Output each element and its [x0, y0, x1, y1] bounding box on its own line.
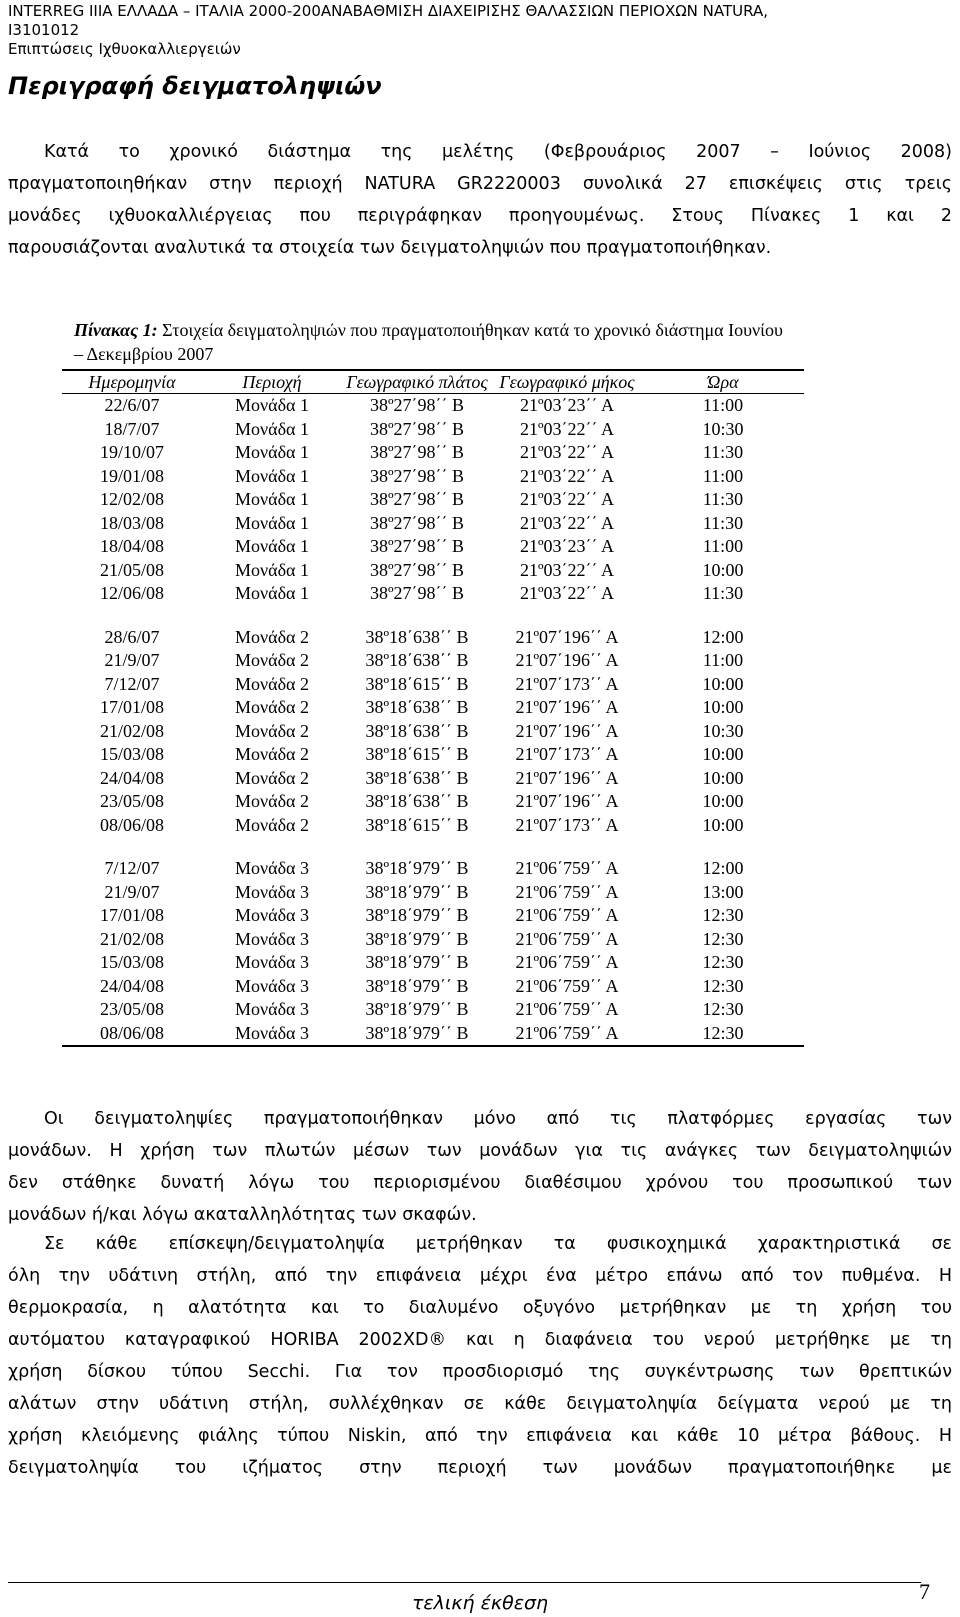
cell-latitude: 38º27΄98΄΄ Β: [369, 395, 465, 415]
cell-area: Μονάδα 1: [235, 418, 309, 439]
header-latitude: Γεωγραφικό πλάτος: [342, 370, 492, 394]
cell-date: 12/06/08: [99, 583, 164, 603]
cell-time: 12:30: [642, 1022, 804, 1047]
cell-area: Μονάδα 1: [235, 512, 309, 533]
table-row: [62, 975, 804, 999]
cell-latitude: 38º18΄979΄΄ Β: [365, 975, 469, 996]
cell-time: 10:30: [702, 418, 744, 439]
header-project-line: INTERREG IIIA ΕΛΛΑΔΑ – ΙΤΑΛΙΑ 2000-200ΑΝΑΒΑΘΜΙΣΗ ΔΙΑΧΕΙΡΙΣΗΣ ΘΑΛΑΣΣΙΩΝ ΠΕΡΙΟΧΩΝ NATURA,: [8, 2, 768, 20]
methods-line: Σε κάθε επίσκεψη/δειγματοληψία μετρήθηκαν τα φυσικοχημικά χαρακτηριστικά σε: [44, 1234, 952, 1254]
cell-longitude: 21º03΄22΄΄ Α: [519, 559, 615, 580]
cell-latitude: 38º18΄979΄΄ Β: [365, 928, 469, 949]
cell-longitude: 21º06΄759΄΄ Α: [515, 928, 619, 949]
cell-time: 11:00: [702, 536, 744, 556]
cell-date: 22/6/07: [104, 395, 160, 415]
cell-latitude: 38º18΄638΄΄ Β: [365, 697, 469, 717]
cell-date: 18/7/07: [104, 418, 160, 439]
cell-latitude: 38º18΄638΄΄ Β: [365, 791, 469, 811]
table-row: [62, 488, 804, 512]
cell-time: 12:30: [702, 975, 744, 996]
cell-time: 10:00: [702, 559, 744, 580]
cell-latitude: 38º27΄98΄΄ Β: [369, 418, 465, 439]
cell-date: 24/04/08: [99, 767, 164, 788]
cell-area: Μονάδα 3: [235, 905, 309, 925]
cell-latitude: 38º27΄98΄΄ Β: [369, 536, 465, 556]
cell-latitude: 38º27΄98΄΄ Β: [369, 559, 465, 580]
cell-time: 10:00: [702, 744, 744, 764]
table-row: [62, 465, 804, 489]
cell-area: Μονάδα 1: [235, 489, 309, 509]
table-row: [62, 441, 804, 465]
cell-time: 12:30: [702, 905, 744, 925]
cell-area: Μονάδα 1: [235, 442, 309, 462]
cell-latitude: 38º27΄98΄΄ Β: [369, 442, 465, 462]
cell-longitude: 21º07΄173΄΄ Α: [515, 673, 619, 694]
cell-longitude: 21º07΄196΄΄ Α: [515, 791, 619, 811]
methods-paragraph: [8, 1228, 952, 1484]
table-row: [62, 767, 804, 791]
table-row: [62, 394, 804, 418]
cell-longitude: 21º06΄759΄΄ Α: [515, 975, 619, 996]
intro-line: Κατά το χρονικό διάστημα της μελέτης (Φεβρουάριος 2007 – Ιούνιος 2008): [44, 142, 952, 162]
cell-latitude: 38º18΄615΄΄ Β: [365, 744, 469, 764]
methods-line: αλάτων στην υδάτινη στήλη, συλλέχθηκαν σε κάθε δειγματοληψία δείγματα νερού με τη: [8, 1394, 952, 1414]
cell-date: 7/12/07: [104, 673, 160, 694]
cell-longitude: 21º06΄759΄΄ Α: [515, 881, 619, 902]
header-longitude: Γεωγραφικό μήκος: [492, 370, 642, 394]
header-time: Ώρα: [642, 370, 804, 394]
table-header-row: [62, 370, 804, 394]
cell-date: 18/03/08: [99, 512, 164, 533]
table-row: [62, 998, 804, 1022]
cell-area: Μονάδα 1: [235, 536, 309, 556]
cell-date: 08/06/08: [62, 1022, 202, 1047]
cell-date: 21/9/07: [104, 881, 160, 902]
cell-longitude: 21º07΄173΄΄ Α: [515, 814, 619, 835]
cell-area: Μονάδα 2: [235, 814, 309, 835]
cell-area: Μονάδα 2: [235, 791, 309, 811]
cell-time: 11:00: [702, 650, 744, 670]
cell-area: Μονάδα 1: [235, 559, 309, 580]
cell-date: 12/02/08: [99, 489, 164, 509]
table-row: [62, 649, 804, 673]
cell-time: 10:00: [702, 814, 744, 835]
cell-longitude: 21º06΄759΄΄ Α: [515, 905, 619, 925]
cell-latitude: 38º18΄979΄΄ Β: [365, 999, 469, 1019]
cell-area: Μονάδα 2: [235, 697, 309, 717]
cell-longitude: 21º07΄196΄΄ Α: [515, 767, 619, 788]
table-row: [62, 512, 804, 536]
cell-time: 11:00: [702, 395, 744, 415]
cell-date: 18/04/08: [99, 536, 164, 556]
cell-latitude: 38º27΄98΄΄ Β: [369, 583, 465, 603]
cell-time: 12:00: [702, 626, 744, 647]
cell-time: 11:30: [702, 442, 744, 462]
cell-area: Μονάδα 3: [235, 975, 309, 996]
table-row: [62, 696, 804, 720]
intro-line: μονάδες ιχθυοκαλλιέργειας που περιγράφηκαν προηγουμένως. Στους Πίνακες 1 και 2: [8, 206, 952, 226]
platform-line: δεν στάθηκε δυνατή λόγω του περιορισμένου διαθέσιμου χρόνου του προσωπικού των: [8, 1173, 952, 1193]
cell-longitude: 21º07΄196΄΄ Α: [515, 626, 619, 647]
cell-latitude: 38º18΄979΄΄ Β: [365, 905, 469, 925]
cell-date: 7/12/07: [104, 858, 160, 878]
cell-latitude: 38º18΄979΄΄ Β: [365, 881, 469, 902]
cell-area: Μονάδα 2: [235, 626, 309, 647]
cell-latitude: 38º27΄98΄΄ Β: [369, 465, 465, 486]
section-title: Περιγραφή δειγματοληψιών: [8, 72, 382, 100]
table-row: [62, 673, 804, 697]
table-row: [62, 418, 804, 442]
methods-line: δειγματοληψία του ιζήματος στην περιοχή των μονάδων πραγματοποιήθηκε με: [8, 1458, 952, 1478]
cell-area: Μονάδα 1: [235, 395, 309, 415]
cell-area: Μονάδα 3: [235, 999, 309, 1019]
methods-line: χρήση κλειόμενης φιάλης τύπου Niskin, από την επιφάνεια και κάθε 10 μέτρα βάθους. Η: [8, 1426, 952, 1446]
cell-latitude: 38º18΄638΄΄ Β: [365, 767, 469, 788]
cell-longitude: 21º03΄22΄΄ Α: [519, 465, 615, 486]
cell-area: Μονάδα 2: [235, 650, 309, 670]
cell-time: 12:30: [702, 928, 744, 949]
table-row: [62, 814, 804, 838]
cell-date: 17/01/08: [99, 697, 164, 717]
cell-area: Μονάδα 3: [235, 952, 309, 972]
cell-area: Μονάδα 2: [235, 720, 309, 741]
methods-line: θερμοκρασία, η αλατότητα και το διαλυμένο οξυγόνο μετρήθηκαν με τη χρήση του: [8, 1298, 952, 1318]
table-caption-text: Στοιχεία δειγματοληψιών που πραγματοποιήθηκαν κατά το χρονικό διάστημα Ιουνίου – Δεκεμβρίου 2007: [74, 320, 783, 364]
cell-longitude: 21º03΄22΄΄ Α: [519, 442, 615, 462]
cell-area: Μονάδα 3: [235, 928, 309, 949]
cell-date: 23/05/08: [99, 791, 164, 811]
cell-date: 15/03/08: [99, 952, 164, 972]
table-group-spacer: [62, 837, 804, 857]
table-row: [62, 626, 804, 650]
cell-date: 24/04/08: [99, 975, 164, 996]
cell-latitude: 38º18΄615΄΄ Β: [365, 673, 469, 694]
cell-longitude: 21º06΄759΄΄ Α: [515, 999, 619, 1019]
cell-time: 12:00: [702, 858, 744, 878]
table-row: [62, 904, 804, 928]
table-row: [62, 535, 804, 559]
cell-longitude: 21º03΄22΄΄ Α: [519, 489, 615, 509]
cell-time: 11:30: [702, 583, 744, 603]
table-row: [62, 743, 804, 767]
platform-line: Οι δειγματοληψίες πραγματοποιήθηκαν μόνο από τις πλατφόρμες εργασίας των: [44, 1109, 952, 1129]
cell-date: 21/02/08: [99, 928, 164, 949]
table-group-spacer: [62, 606, 804, 626]
header-date: Ημερομηνία: [62, 370, 202, 394]
table-row: [62, 582, 804, 606]
platform-line: μονάδων ή/και λόγω ακαταλληλότητας των σκαφών.: [8, 1205, 477, 1225]
cell-time: 10:00: [702, 791, 744, 811]
cell-latitude: 38º18΄979΄΄ Β: [365, 858, 469, 878]
cell-latitude: 38º18΄638΄΄ Β: [365, 650, 469, 670]
cell-time: 12:30: [702, 952, 744, 972]
cell-latitude: 38º18΄638΄΄ Β: [365, 626, 469, 647]
table-row: [62, 951, 804, 975]
cell-time: 13:00: [702, 881, 744, 902]
cell-area: Μονάδα 3: [202, 1022, 342, 1047]
table-caption-label: Πίνακας 1:: [74, 320, 158, 340]
cell-date: 21/05/08: [99, 559, 164, 580]
cell-date: 21/9/07: [104, 650, 160, 670]
cell-longitude: 21º07΄196΄΄ Α: [515, 650, 619, 670]
header-subject-line: Επιπτώσεις Ιχθυοκαλλιεργειών: [8, 40, 241, 58]
table-row: [62, 881, 804, 905]
cell-longitude: 21º06΄759΄΄ Α: [492, 1022, 642, 1047]
intro-paragraph: [8, 136, 952, 264]
table-row: [62, 559, 804, 583]
cell-date: 28/6/07: [104, 626, 160, 647]
cell-date: 19/10/07: [99, 442, 164, 462]
platform-paragraph: [8, 1103, 952, 1231]
cell-longitude: 21º03΄22΄΄ Α: [519, 512, 615, 533]
cell-date: 15/03/08: [99, 744, 164, 764]
cell-area: Μονάδα 3: [235, 881, 309, 902]
cell-time: 12:30: [702, 999, 744, 1019]
cell-time: 10:00: [702, 767, 744, 788]
document-header: [8, 2, 952, 59]
cell-time: 11:30: [702, 489, 744, 509]
page-number: 7: [919, 1579, 930, 1604]
cell-date: 19/01/08: [99, 465, 164, 486]
cell-area: Μονάδα 2: [235, 767, 309, 788]
table-row: [62, 857, 804, 881]
cell-area: Μονάδα 2: [235, 744, 309, 764]
methods-line: αυτόματου καταγραφικού HORIBA 2002XD® και η διαφάνεια του νερού μετρήθηκε με τη: [8, 1330, 952, 1350]
intro-line: παρουσιάζονται αναλυτικά τα στοιχεία των δειγματοληψιών που πραγματοποιήθηκαν.: [8, 238, 772, 258]
cell-time: 10:00: [702, 697, 744, 717]
cell-latitude: 38º18΄638΄΄ Β: [365, 720, 469, 741]
methods-line: χρήση δίσκου τύπου Secchi. Για τον προσδιορισμό της συγκέντρωσης των θρεπτικών: [8, 1362, 952, 1382]
intro-line: πραγματοποιηθήκαν στην περιοχή NATURA GR2220003 συνολικά 27 επισκέψεις στις τρεις: [8, 174, 952, 194]
header-area: Περιοχή: [202, 370, 342, 394]
cell-latitude: 38º27΄98΄΄ Β: [369, 512, 465, 533]
table-row: [62, 720, 804, 744]
header-code-line: I3101012: [8, 21, 80, 39]
table-caption: [74, 318, 794, 366]
cell-area: Μονάδα 1: [235, 583, 309, 603]
cell-area: Μονάδα 1: [235, 465, 309, 486]
platform-line: μονάδων. Η χρήση των πλωτών μέσων των μονάδων για τις ανάγκες των δειγματοληψιών: [8, 1141, 952, 1161]
cell-time: 11:00: [702, 465, 744, 486]
cell-latitude: 38º27΄98΄΄ Β: [369, 489, 465, 509]
cell-latitude: 38º18΄979΄΄ Β: [365, 952, 469, 972]
footer-divider: [8, 1582, 921, 1583]
methods-line: όλη την υδάτινη στήλη, από την επιφάνεια μέχρι ένα μέτρο επάνω από τον πυθμένα. Η: [8, 1266, 952, 1286]
sampling-table: [62, 369, 804, 1047]
cell-longitude: 21º06΄759΄΄ Α: [515, 952, 619, 972]
cell-longitude: 21º03΄22΄΄ Α: [519, 583, 615, 603]
cell-date: 17/01/08: [99, 905, 164, 925]
cell-longitude: 21º03΄23΄΄ Α: [519, 395, 615, 415]
table-row: [62, 928, 804, 952]
table-row: [62, 790, 804, 814]
cell-longitude: 21º06΄759΄΄ Α: [515, 858, 619, 878]
cell-time: 11:30: [702, 512, 744, 533]
table-body: [62, 394, 804, 1047]
cell-date: 23/05/08: [99, 999, 164, 1019]
cell-time: 10:00: [702, 673, 744, 694]
cell-longitude: 21º07΄196΄΄ Α: [515, 697, 619, 717]
cell-latitude: 38º18΄979΄΄ Β: [342, 1022, 492, 1047]
cell-longitude: 21º07΄173΄΄ Α: [515, 744, 619, 764]
cell-date: 08/06/08: [99, 814, 164, 835]
cell-time: 10:30: [702, 720, 744, 741]
cell-area: Μονάδα 3: [235, 858, 309, 878]
footer-title: τελική έκθεση: [411, 1592, 549, 1614]
cell-area: Μονάδα 2: [235, 673, 309, 694]
cell-latitude: 38º18΄615΄΄ Β: [365, 814, 469, 835]
cell-longitude: 21º03΄23΄΄ Α: [519, 536, 615, 556]
table-row: [62, 1022, 804, 1047]
cell-date: 21/02/08: [99, 720, 164, 741]
cell-longitude: 21º07΄196΄΄ Α: [515, 720, 619, 741]
cell-longitude: 21º03΄22΄΄ Α: [519, 418, 615, 439]
